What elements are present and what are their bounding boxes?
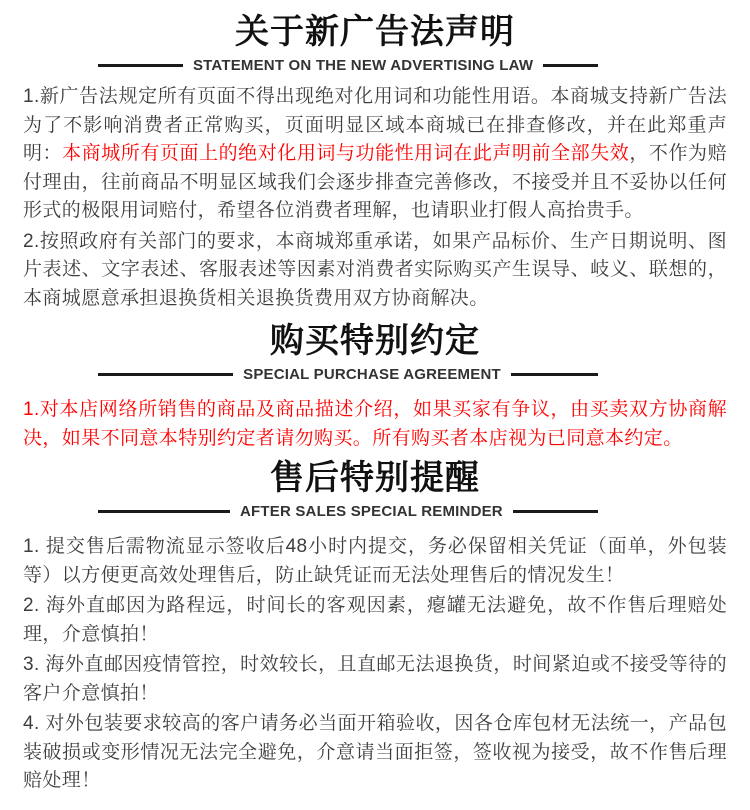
section-subtitle-row [98,502,598,520]
agreement-paragraph-1 [23,396,727,453]
section-advertising-law-statement [0,10,750,313]
section-subtitle-row [98,365,598,383]
section-subtitle-after-sales: AFTER SALES SPECIAL REMINDER [239,502,503,520]
subtitle-divider-left [98,64,183,67]
text-segment: 1. 提交售后需物流显示签收后48小时内提交，务必保留相关凭证（面单，外包装等）以方便更高效处理售后，防止缺凭证而无法处理售后的情况发生！ [23,536,727,586]
after-sales-paragraph-1 [23,533,727,590]
subtitle-divider-left [98,510,230,513]
subtitle-divider-right [513,510,598,513]
section-subtitle-row [98,56,598,74]
section-subtitle-purchase-agreement: SPECIAL PURCHASE AGREEMENT [243,365,501,383]
section-body [0,533,750,796]
subtitle-divider-right [543,64,598,67]
text-segment: 1.对本店网络所销售的商品及商品描述介绍，如果买家有争议，由买卖双方协商解决，如果不同意本特别约定者请勿购买。所有购买者本店视为已同意本约定。 [23,399,727,449]
text-segment: 2. 海外直邮因为路程远，时间长的客观因素，瘪罐无法避免，故不作售后理赔处理，介意慎拍！ [23,595,727,645]
subtitle-divider-left [98,373,233,376]
subtitle-divider-right [511,373,598,376]
section-body [0,396,750,453]
text-segment: 2.按照政府有关部门的要求，本商城郑重承诺，如果产品标价、生产日期说明、图片表述、文字表述、客服表述等因素对消费者实际购买产生误导、岐义、联想的，本商城愿意承担退换货相关退换货费用双方协商解决。 [23,230,727,309]
after-sales-paragraph-2 [23,592,727,649]
text-segment: 本商城所有页面上的绝对化用词与功能性用词在此声明前全部失效 [62,143,630,164]
statement-paragraph-2 [23,228,727,314]
text-segment: ，不作为赔付理由，往前商品不明显区域我们会逐步排查完善修改，不接受并且不妥协以任何形式的极限用词赔付，希望各位消费者理解，也请职业打假人高抬贵手。 [23,143,727,221]
text-segment: 1.新广告法规定所有页面不得出现绝对化用词和功能性用语。本商城支持新广告法为了不影响消费者正常购买，页面明显区域本商城已在排查修改，并在此郑重声明： [23,86,727,164]
text-segment: 3. 海外直邮因疫情管控，时效较长，且直邮无法退换货，时间紧迫或不接受等待的客户介意慎拍！ [23,654,727,704]
section-title-after-sales: 售后特别提醒 [270,459,480,497]
section-header [0,456,750,520]
section-body [0,83,750,313]
section-subtitle-advertising-law: STATEMENT ON THE NEW ADVERTISING LAW [192,56,534,74]
section-header [0,319,750,383]
after-sales-paragraph-4 [23,710,727,796]
after-sales-paragraph-3 [23,651,727,708]
section-header [0,10,750,74]
statement-paragraph-1 [23,83,727,226]
section-title-purchase-agreement: 购买特别约定 [270,322,480,360]
section-after-sales-reminder [0,456,750,796]
text-segment: 4. 对外包装要求较高的客户请务必当面开箱验收，因各仓库包材无法统一，产品包装破损或变形情况无法完全避免，介意请当面拒签，签收视为接受，故不作售后理赔处理！ [23,713,727,791]
section-special-purchase-agreement [0,319,750,453]
section-title-advertising-law: 关于新广告法声明 [235,13,515,51]
